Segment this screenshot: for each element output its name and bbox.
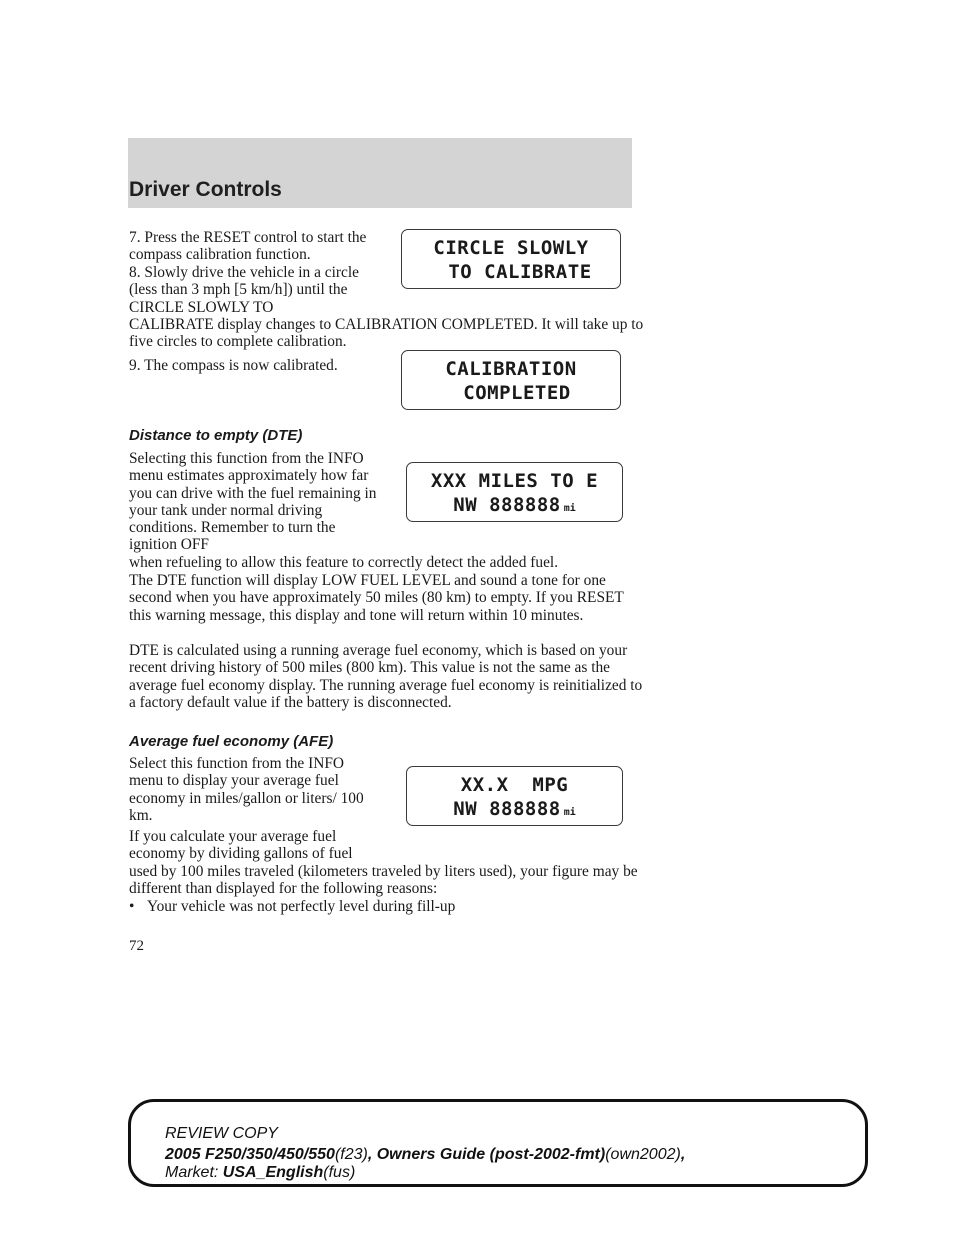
footer-model: 2005 F250/350/450/550 bbox=[165, 1146, 335, 1163]
dte-heading: Distance to empty (DTE) bbox=[129, 427, 303, 444]
footer-model-code: (f23) bbox=[334, 1146, 368, 1163]
display-line-1: XXX MILES TO E bbox=[430, 470, 599, 492]
display-distance-to-empty bbox=[406, 462, 623, 522]
display-unit: mi bbox=[563, 807, 576, 818]
footer-review: REVIEW COPY bbox=[165, 1125, 278, 1142]
display-line-1: CALIBRATION bbox=[445, 358, 577, 380]
footer-comma: , bbox=[680, 1146, 686, 1163]
section-title: Driver Controls bbox=[129, 178, 282, 201]
footer-market-line bbox=[165, 1164, 355, 1182]
step-7-text: 7. Press the RESET control to start the compass calibration function. bbox=[129, 229, 367, 264]
bullet-item bbox=[129, 898, 649, 915]
footer-market-code: (fus) bbox=[323, 1164, 356, 1181]
dte-paragraph-3: DTE is calculated using a running average fuel economy, which is based on your recent driving history of 500 miles (800 km). This value is not the same as the average fuel economy display. The running average fuel economy is reinitialized to a factory default value if the battery is disconnected. bbox=[129, 642, 643, 711]
display-line-2: COMPLETED bbox=[463, 382, 571, 404]
step-8-continued: CALIBRATE display changes to CALIBRATION COMPLETED. It will take up to five circles to complete calibration. bbox=[129, 316, 644, 351]
display-average-fuel-economy bbox=[406, 766, 623, 826]
step-8-part: 8. Slowly drive the vehicle in a circle (less than 3 mph [5 km/h]) until the CIRCLE SLOWLY TO bbox=[129, 264, 359, 316]
bullet-text: Your vehicle was not perfectly level during fill-up bbox=[147, 898, 456, 915]
display-unit: mi bbox=[563, 503, 576, 514]
afe-paragraph-1: Select this function from the INFO menu to display your average fuel economy in miles/gallon or liters/ 100 km. bbox=[129, 755, 364, 824]
step-9-text: 9. The compass is now calibrated. bbox=[129, 357, 338, 374]
afe-paragraph-2-part: If you calculate your average fuel economy by dividing gallons of fuel bbox=[129, 828, 353, 863]
dte-paragraph-2: The DTE function will display LOW FUEL LEVEL and sound a tone for one second when you have approximately 50 miles (80 km) to empty. If you RESET this warning message, this display and tone will return within 10 minutes. bbox=[129, 572, 624, 624]
footer-market: USA_English bbox=[222, 1164, 324, 1181]
step-8-text bbox=[129, 264, 649, 316]
display-line-1: CIRCLE SLOWLY bbox=[433, 237, 589, 259]
afe-paragraph-2 bbox=[129, 828, 649, 897]
footer-model-line bbox=[165, 1146, 685, 1164]
display-line-2: TO CALIBRATE bbox=[448, 261, 592, 283]
display-line-2 bbox=[407, 493, 622, 521]
display-line-2 bbox=[407, 797, 622, 825]
footer-guide: , Owners Guide (post-2002-fmt) bbox=[367, 1146, 606, 1163]
display-calibration-completed bbox=[401, 350, 621, 410]
dte-paragraph-1-end: when refueling to allow this feature to correctly detect the added fuel. bbox=[129, 553, 559, 571]
dte-paragraph-1-part: Selecting this function from the INFO menu estimates approximately how far you can drive with the fuel remaining in your tank under normal driving conditions. Remember to turn the ignition OFF bbox=[129, 450, 377, 554]
page-number: 72 bbox=[129, 938, 144, 954]
afe-heading: Average fuel economy (AFE) bbox=[129, 733, 334, 750]
display-line-1: XX.X MPG bbox=[460, 774, 569, 796]
display-odometer: NW 888888 bbox=[453, 494, 561, 516]
afe-paragraph-2-end: used by 100 miles traveled (kilometers traveled by liters used), your figure may be different than displayed for the following reasons: bbox=[129, 862, 638, 897]
bullet-icon: • bbox=[129, 898, 135, 915]
footer-guide-code: (own2002) bbox=[605, 1146, 681, 1163]
footer-market-label: Market: bbox=[165, 1164, 223, 1181]
display-odometer: NW 888888 bbox=[453, 798, 561, 820]
